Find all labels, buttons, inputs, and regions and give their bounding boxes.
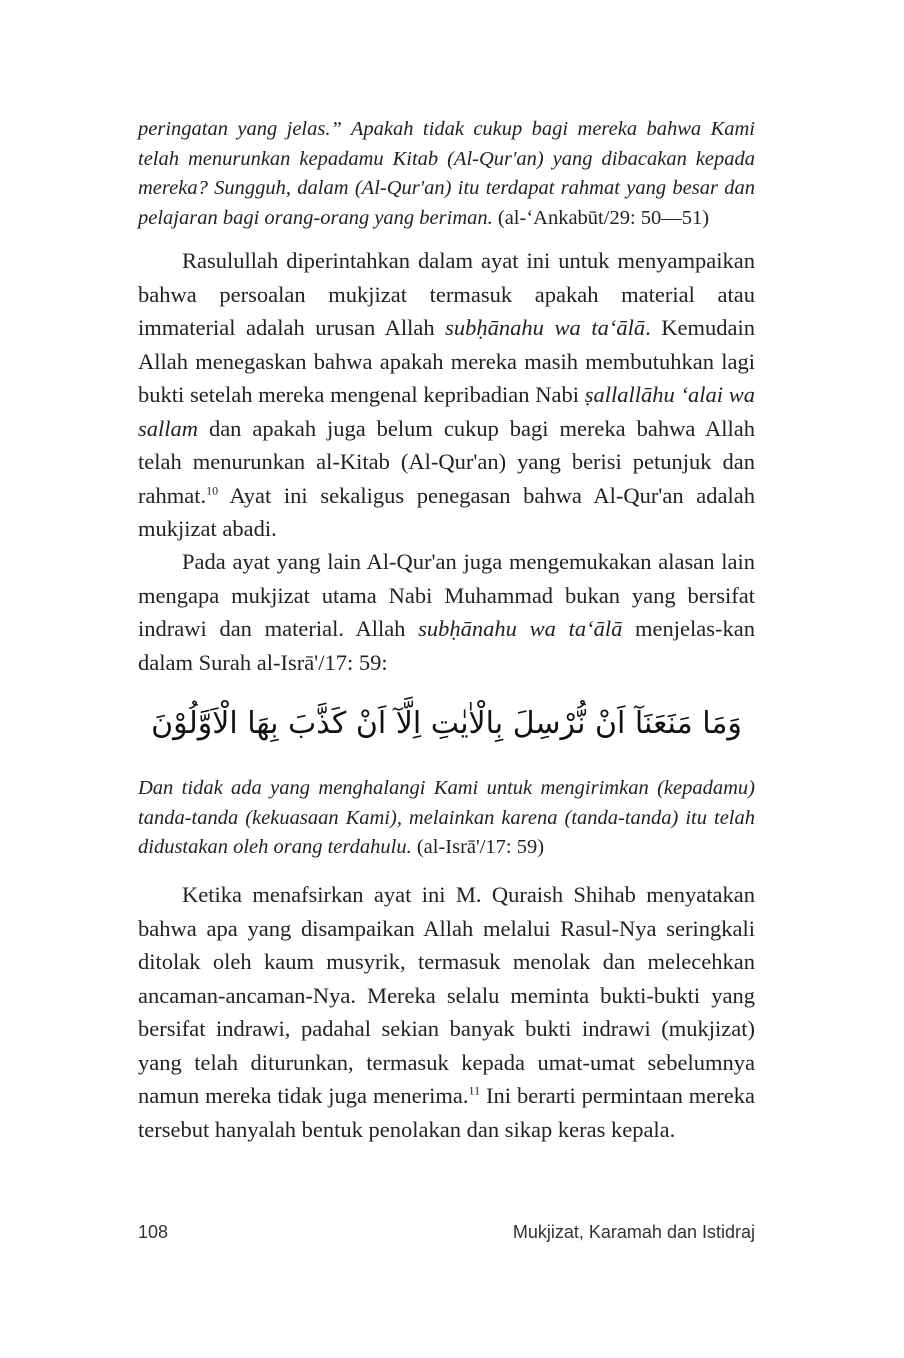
footnote-marker: 10 <box>206 483 219 497</box>
para-italic-term: ṣallallāhu ‘alai wa sallam <box>138 382 756 441</box>
para-text: menjelas-kan dalam Surah al-Isrā'/17: 59: <box>138 616 756 675</box>
quote-reference: (al-‘Ankabūt/29: 50—51) <box>492 206 710 229</box>
quote-line: mereka? Sungguh, dalam (Al-Qur'an) itu terdapat rahmat yang besar dan <box>138 177 755 200</box>
para-text: . Kemudain Allah menegaskan bahwa apakah mereka masih membutuhkan lagi bukti setelah mereka mengenal kepribadian Nabi <box>138 315 755 407</box>
paragraph-1 <box>138 244 755 546</box>
quote-line: didustakan oleh orang terdahulu. <box>138 836 412 859</box>
para-text: dan apakah juga belum cukup bagi mereka bahwa Allah telah menurunkan al-Kitab (Al-Qur'an) yang berisi petunjuk dan rahmat. <box>138 415 755 508</box>
para-text: Pada ayat yang lain Al-Qur'an juga mengemukakan alasan lain mengapa mukjizat utama Nabi Muhammad bukan yang bersifat indrawi dan material. Allah <box>138 549 755 641</box>
para-text: Ketika menafsirkan ayat ini M. Quraish Shihab menyatakan bahwa apa yang disampaikan Allah melalui Rasul-Nya seringkali ditolak oleh kaum musyrik, termasuk menolak dan melecehkan ancaman-ancaman-Nya. Mereka selalu meminta bukti-bukti yang bersifat indrawi, padahal sekian banyak bukti indrawi (mukjizat) yang telah diturunkan, termasuk kepada umat-umat sebelumnya namun mereka tidak juga menerima. <box>138 882 755 1108</box>
quote-line: Dan tidak ada yang menghalangi Kami untuk mengirimkan (kepadamu) <box>138 777 755 799</box>
para-italic-term: subḥānahu wa ta‘ālā <box>445 315 646 340</box>
quote-line: telah menurunkan kepadamu Kitab (Al-Qur'an) yang dibacakan kepada <box>138 147 755 170</box>
para-text: Rasulullah diperintahkan dalam ayat ini untuk menyampaikan bahwa persoalan mukjizat termasuk apakah material atau immaterial adalah urusan Allah <box>138 248 755 340</box>
paragraph-2 <box>138 545 755 679</box>
running-title: Mukjizat, Karamah dan Istidraj <box>512 1222 755 1242</box>
paragraph-3 <box>138 878 755 1146</box>
para-italic-term: subḥānahu wa ta‘ālā <box>418 616 623 641</box>
quote-reference: (al-Isrā'/17: 59) <box>411 836 545 859</box>
quote-translation-ankabut <box>138 115 755 233</box>
page-number: 108 <box>138 1222 169 1242</box>
quote-line: peringatan yang jelas.” Apakah tidak cukup bagi mereka bahwa Kami <box>138 118 755 140</box>
para-text: Ini berarti permintaan mereka tersebut hanyalah bentuk penolakan dan sikap keras kepala. <box>138 1083 755 1142</box>
footnote-marker: 11 <box>468 1083 481 1098</box>
arabic-verse: وَمَا مَنَعَنَآ اَنْ نُّرْسِلَ بِالْاٰيٰتِ اِلَّآ اَنْ كَذَّبَ بِهَا الْاَوَّلُوْنَ <box>151 706 742 741</box>
quote-line: pelajaran bagi orang-orang yang beriman. <box>138 206 493 229</box>
quote-line: tanda-tanda (kekuasaan Kami), melainkan karena (tanda-tanda) itu telah <box>138 806 755 829</box>
para-text: Ayat ini sekaligus penegasan bahwa Al-Qur'an adalah mukjizat abadi. <box>138 482 755 541</box>
quote-translation-isra <box>138 774 755 863</box>
